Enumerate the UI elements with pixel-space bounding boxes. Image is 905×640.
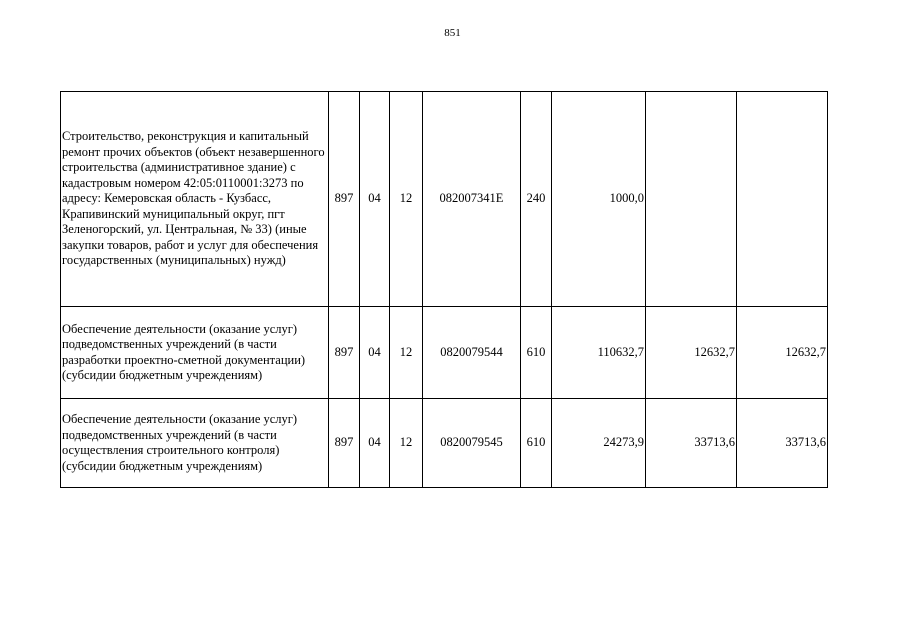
ministry-code: 897 bbox=[329, 399, 360, 488]
target-article-code: 0820079545 bbox=[423, 399, 521, 488]
table-row bbox=[61, 307, 828, 399]
table-row bbox=[61, 399, 828, 488]
amount-year-3: 12632,7 bbox=[737, 307, 828, 399]
expense-type-code: 610 bbox=[521, 399, 552, 488]
section-code: 04 bbox=[360, 307, 390, 399]
expense-type-code: 240 bbox=[521, 92, 552, 307]
subsection-code: 12 bbox=[390, 307, 423, 399]
amount-year-3 bbox=[737, 92, 828, 307]
budget-table bbox=[60, 91, 828, 488]
row-description: Строительство, реконструкция и капитальный ремонт прочих объектов (объект незавершенного строительства (административное здание) с кадастровым номером 42:05:0110001:3273 по адресу: Кемеровская область - Кузбасс, Крапивинский муниципальный округ, пгт Зеленогорский, ул. Центральная, № 33) (иные закупки товаров, работ и услуг для обеспечения государственных (муниципальных) нужд) bbox=[61, 92, 329, 307]
target-article-code: 082007341Е bbox=[423, 92, 521, 307]
amount-year-1: 110632,7 bbox=[552, 307, 646, 399]
amount-year-3: 33713,6 bbox=[737, 399, 828, 488]
section-code: 04 bbox=[360, 92, 390, 307]
subsection-code: 12 bbox=[390, 399, 423, 488]
amount-year-2: 33713,6 bbox=[646, 399, 737, 488]
section-code: 04 bbox=[360, 399, 390, 488]
subsection-code: 12 bbox=[390, 92, 423, 307]
ministry-code: 897 bbox=[329, 307, 360, 399]
amount-year-2 bbox=[646, 92, 737, 307]
page-number: 851 bbox=[444, 27, 461, 39]
row-description: Обеспечение деятельности (оказание услуг) подведомственных учреждений (в части осуществления строительного контроля) (субсидии бюджетным учреждениям) bbox=[61, 399, 329, 488]
amount-year-1: 24273,9 bbox=[552, 399, 646, 488]
ministry-code: 897 bbox=[329, 92, 360, 307]
amount-year-2: 12632,7 bbox=[646, 307, 737, 399]
row-description: Обеспечение деятельности (оказание услуг) подведомственных учреждений (в части разработки проектно-сметной документации) (субсидии бюджетным учреждениям) bbox=[61, 307, 329, 399]
amount-year-1: 1000,0 bbox=[552, 92, 646, 307]
expense-type-code: 610 bbox=[521, 307, 552, 399]
table-row bbox=[61, 92, 828, 307]
target-article-code: 0820079544 bbox=[423, 307, 521, 399]
